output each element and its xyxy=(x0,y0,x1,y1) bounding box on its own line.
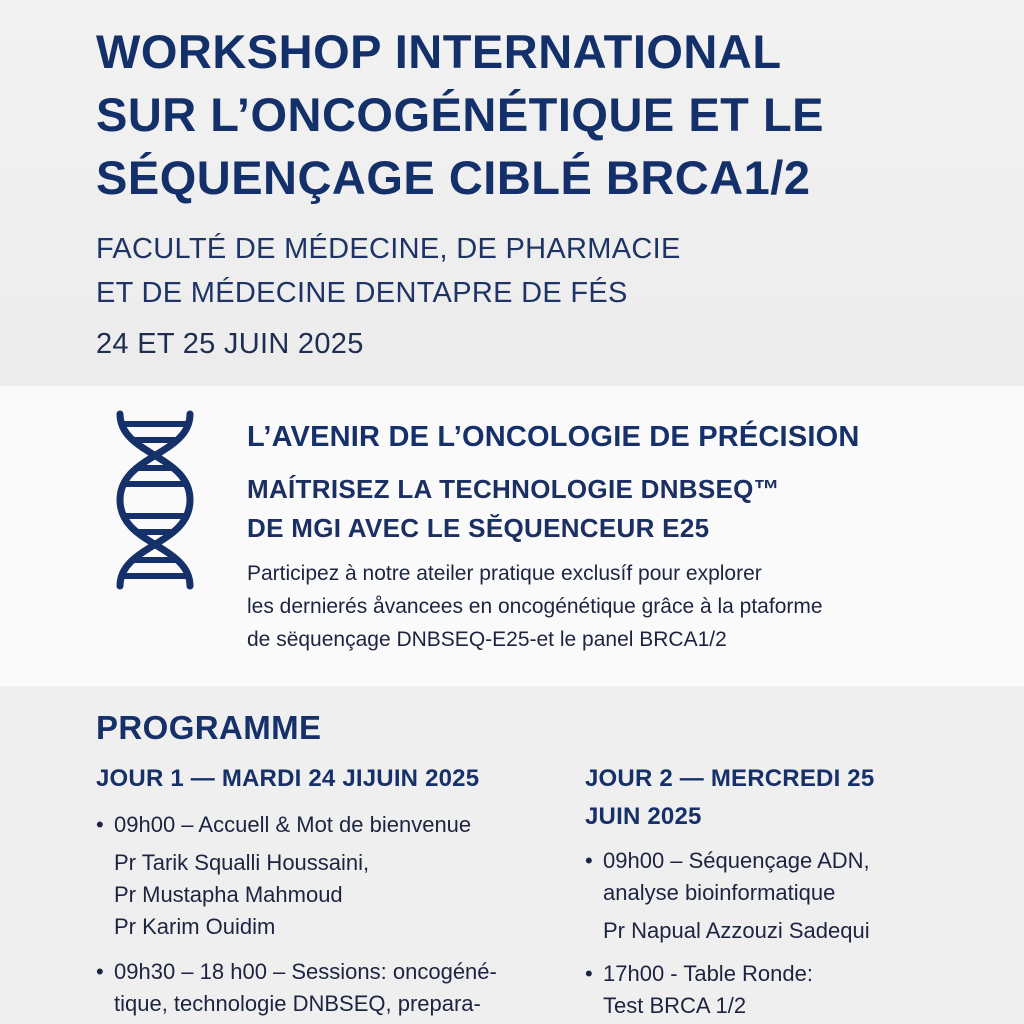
title-line: WORKSHOP INTERNATIONAL xyxy=(96,25,782,78)
dna-helix-icon xyxy=(112,410,198,590)
item-line: 17h00 - Table Ronde: xyxy=(603,961,813,986)
day1-item-welcome xyxy=(96,809,566,841)
description-line: de sëquençage DNBSEQ-E25-et le panel BRCA1/2 xyxy=(247,628,727,651)
event-dates: 24 ET 25 JUIN 2025 xyxy=(96,328,364,360)
day2-speakers xyxy=(603,915,870,947)
title-line: SUR L’ONCOGÉNÉTIQUE ET LE xyxy=(96,88,825,141)
feature-description xyxy=(247,557,987,656)
description-line: les dernierés åvancees en oncogénétique grâce à la ptaforme xyxy=(247,595,823,618)
bullet: • xyxy=(96,812,104,837)
faculty-line: ET DE MÉDECINE DENTAPRE DE FÉS xyxy=(96,277,628,309)
day2-heading-line: JUIN 2025 xyxy=(585,803,702,830)
day2-item-roundtable xyxy=(585,958,1005,1022)
day2-heading xyxy=(585,760,874,836)
bullet: • xyxy=(96,959,104,984)
programme-title: PROGRAMME xyxy=(96,709,322,746)
faculty-name xyxy=(96,227,681,315)
item-line: analyse bioinformatique xyxy=(603,880,836,905)
description-line: Participez à notre ateiler pratique exclusíf pour explorer xyxy=(247,562,762,585)
bullet: • xyxy=(585,961,593,986)
item-line: Test BRCA 1/2 xyxy=(603,993,747,1018)
item-line: tique, technologie DNBSEQ, prepara- xyxy=(114,991,481,1016)
workshop-title xyxy=(96,20,996,209)
title-line: SÉQUENÇAGE CIBLÉ BRCA1/2 xyxy=(96,151,811,204)
faculty-line: FACULTÉ DE MÉDECINE, DE PHARMACIE xyxy=(96,233,681,265)
item-line: 09h00 – Séquençage ADN, xyxy=(603,848,870,873)
feature-heading: L’AVENIR DE L’ONCOLOGIE DE PRÉCISION xyxy=(247,421,860,453)
speaker: Pr Karim Ouidim xyxy=(114,914,276,939)
day2-heading-line: JOUR 2 — MERCREDI 25 xyxy=(585,765,875,792)
day2-item-sequencing xyxy=(585,845,1005,909)
item-line: 09h00 – Accuell & Mot de bienvenue xyxy=(114,812,472,837)
feature-subheading xyxy=(247,470,780,548)
day1-item-sessions xyxy=(96,956,576,1020)
subheading-line: DE MGI AVEC LE SĔQUENCEUR E25 xyxy=(247,513,710,543)
speaker: Pr Mustapha Mahmoud xyxy=(114,882,343,907)
day1-heading xyxy=(96,760,479,798)
subheading-line: MAÍTRISEZ LA TECHNOLOGIE DNBSEQ™ xyxy=(247,474,780,504)
item-line: 09h30 – 18 h00 – Sessions: oncogéné- xyxy=(114,959,497,984)
speaker: Pr Tarik Squalli Houssaini, xyxy=(114,850,370,875)
bullet: • xyxy=(585,848,593,873)
day1-speakers xyxy=(114,847,369,943)
day1-heading-line: JOUR 1 — MARDI 24 JIJUIN 2025 xyxy=(96,765,480,792)
speaker: Pr Napual Azzouzi Sadequi xyxy=(603,918,870,943)
